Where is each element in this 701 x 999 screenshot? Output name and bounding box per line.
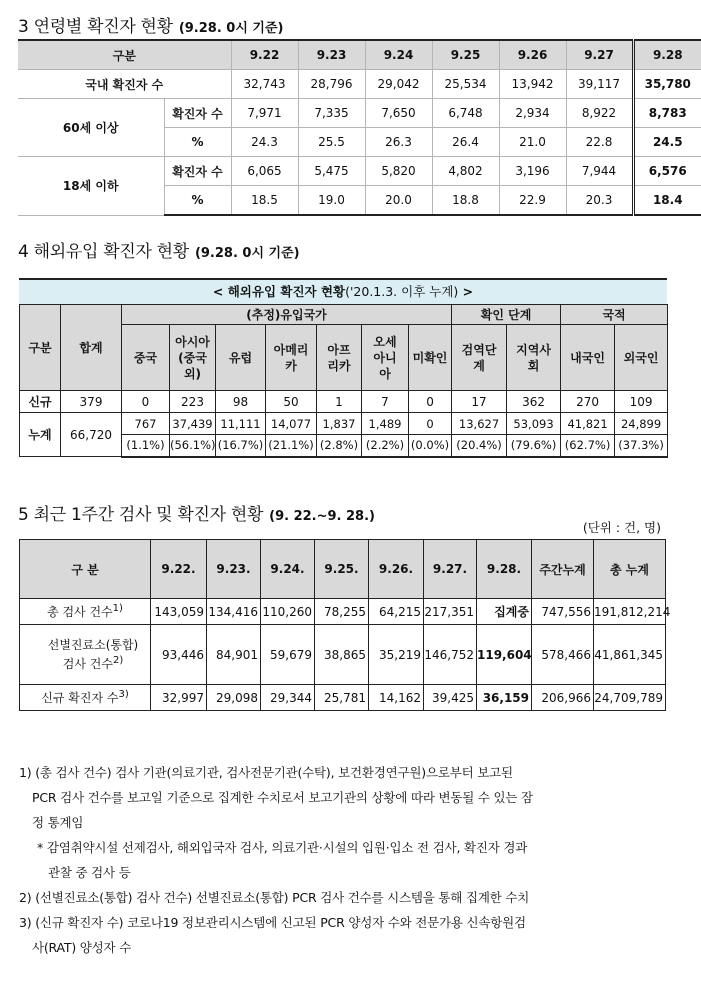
table-cell: 28,796 [298,70,365,99]
overseas-cases-table [19,304,668,458]
row-label: 확진자 수 [164,99,231,128]
row-label: % [164,186,231,216]
table-cell: 109 [615,391,668,413]
table-cell: 59,679 [261,625,315,685]
table-cell: 18.4 [633,186,701,216]
header-cell: 9.27 [566,40,633,70]
row-group-label: 18세 이하 [18,157,164,216]
table-cell: 1,489 [362,413,409,435]
header-cell: 9.23 [298,40,365,70]
weekly-tests-table [19,539,671,711]
table-row [18,70,701,99]
table-cell: 13,627 [452,413,507,435]
table-row [18,157,701,186]
table-cell: 19.0 [298,186,365,216]
row-label-text: 검사 건수 [62,657,113,671]
table-cell: 5,820 [365,157,432,186]
table-cell: 5,475 [298,157,365,186]
header-cell: 9.26 [499,40,566,70]
table-cell: 14,077 [266,413,317,435]
section-3-title [18,12,283,37]
header-cell: 오세아니아 [362,325,409,391]
table-cell: 0 [409,391,452,413]
table-cell: (2.2%) [362,435,409,457]
table-cell: 11,111 [216,413,266,435]
table-cell: 14,162 [369,685,424,711]
section-5-title [18,500,375,525]
footnote-ref: 2) [112,655,124,666]
table-cell: 110,260 [261,599,315,625]
table-cell: (0.0%) [409,435,452,457]
table-cell: 93,446 [151,625,207,685]
table-row [20,413,668,435]
row-label: % [164,128,231,157]
table-cell: 38,865 [315,625,369,685]
table-cell: 134,416 [207,599,261,625]
table-cell: 20.3 [566,186,633,216]
table-cell: 143,059 [151,599,207,625]
table-cell: 35,219 [369,625,424,685]
table-cell: 7,944 [566,157,633,186]
table-cell: 32,997 [151,685,207,711]
table-header-row [20,540,666,599]
header-cell: 9.26. [369,540,424,599]
row-label-text: 선별진료소(통합) [47,638,139,652]
table-cell: 36,159 [477,685,532,711]
table-cell: (1.1%) [122,435,170,457]
header-cell: 9.23. [207,540,261,599]
table-cell: 24,899 [615,413,668,435]
table-cell: 20.0 [365,186,432,216]
table-cell: 270 [561,391,615,413]
footnote-ref: 1) [112,603,123,614]
table-row [18,99,701,128]
table-cell: 39,117 [566,70,633,99]
header-cell: 구분 [20,305,61,391]
table-cell: 119,604 [477,625,532,685]
table-cell: 0 [122,391,170,413]
header-cell: 아프리카 [317,325,362,391]
table-cell: 29,098 [207,685,261,711]
header-cell: 구분 [18,40,231,70]
table-cell: 7,335 [298,99,365,128]
header-cell: 9.24 [365,40,432,70]
section-4-heading: 4 해외유입 확진자 현황 [18,242,189,262]
caption-bold: < 해외유입 확진자 현황 [212,284,346,299]
table-cell: 26.3 [365,128,432,157]
row-label [20,685,151,711]
table-cell: 18.5 [231,186,298,216]
footnote-ref: 3) [118,689,129,700]
table-cell: 7,650 [365,99,432,128]
header-cell: 중국 [122,325,170,391]
table-cell: 41,821 [561,413,615,435]
table-cell: 2,934 [499,99,566,128]
header-cell: (추정)유입국가 [122,305,452,325]
table-cell: 6,065 [231,157,298,186]
footnote-3-cont: 사(RAT) 양성자 수 [32,940,132,955]
row-label-text: 총 검사 건수 [47,605,113,619]
header-cell: 유럽 [216,325,266,391]
table-cell: 217,351 [424,599,477,625]
table-cell: 17 [452,391,507,413]
header-cell: 주간누계 [532,540,594,599]
table-cell: 98 [216,391,266,413]
table-cell: 22.9 [499,186,566,216]
table-cell: 24,709,789 [594,685,666,711]
table-cell: 0 [409,413,452,435]
table-cell: 206,966 [532,685,594,711]
row-label-text: 신규 확진자 수 [41,691,119,705]
footnote-1-cont: 정 통계임 [32,815,84,830]
table-cell: 84,901 [207,625,261,685]
table-cell: 7 [362,391,409,413]
header-cell: 검역단계 [452,325,507,391]
section-3-heading: 3 연령별 확진자 현황 [18,17,173,37]
row-label: 누계 [20,413,61,457]
header-cell: 9.28. [477,540,532,599]
table-cell: 7,971 [231,99,298,128]
age-cases-table [18,39,701,216]
table-header-row [20,305,668,325]
header-cell: 국적 [561,305,668,325]
footnote-2: 2) (선별진료소(통합) 검사 건수) 선별진료소(통합) PCR 검사 건수를 시스템을 통해 집계한 수치 [19,890,530,905]
table-cell: 13,942 [499,70,566,99]
header-cell: 9.27. [424,540,477,599]
overseas-table-caption [19,278,667,304]
section-4-title [18,237,300,262]
footnotes [19,760,664,960]
table-row [20,391,668,413]
table-cell: 3,196 [499,157,566,186]
table-cell: 50 [266,391,317,413]
header-cell: 아시아(중국외) [170,325,216,391]
table-cell: (79.6%) [507,435,561,457]
table-row [20,599,666,625]
caption-end: > [458,284,474,299]
table-cell: 39,425 [424,685,477,711]
table-cell: 25,781 [315,685,369,711]
table-cell: (37.3%) [615,435,668,457]
header-cell: 지역사회 [507,325,561,391]
footnote-1-cont: PCR 검사 건수를 보고일 기준으로 집계한 수치로서 보고기관의 상황에 따라 변동될 수 있는 잠 [32,790,533,805]
header-cell: 9.28 [633,40,701,70]
header-cell: 내국인 [561,325,615,391]
table-cell: 191,812,214 [594,599,666,625]
table-cell: 29,344 [261,685,315,711]
header-cell: 확인 단계 [452,305,561,325]
table-cell: 8,783 [633,99,701,128]
table-row [20,685,666,711]
header-cell: 합계 [61,305,122,391]
table-cell: 747,556 [532,599,594,625]
row-label [20,599,151,625]
section-5-subtitle: (9. 22.~9. 28.) [269,509,375,524]
table-cell: 66,720 [61,413,122,457]
header-cell: 외국인 [615,325,668,391]
table-cell: 24.3 [231,128,298,157]
table-cell: 4,802 [432,157,499,186]
table-cell: 767 [122,413,170,435]
table-cell: (62.7%) [561,435,615,457]
table-cell: (16.7%) [216,435,266,457]
table-cell: 26.4 [432,128,499,157]
table-cell: 37,439 [170,413,216,435]
table-cell: 41,861,345 [594,625,666,685]
caption-plain: ('20.1.3. 이후 누계) [345,284,459,299]
header-cell: 아메리카 [266,325,317,391]
header-cell: 총 누계 [594,540,666,599]
header-cell: 9.25 [432,40,499,70]
table-cell: 1,837 [317,413,362,435]
table-cell: 362 [507,391,561,413]
section-3-subtitle: (9.28. 0시 기준) [178,21,284,36]
header-cell: 9.22 [231,40,298,70]
table-cell: 1 [317,391,362,413]
header-cell: 미확인 [409,325,452,391]
header-cell: 9.24. [261,540,315,599]
table-cell: 29,042 [365,70,432,99]
table-cell: 53,093 [507,413,561,435]
table-cell: 18.8 [432,186,499,216]
unit-label: (단위 : 건, 명) [582,520,661,535]
header-cell: 구 분 [20,540,151,599]
section-4-subtitle: (9.28. 0시 기준) [194,246,300,261]
table-cell: 8,922 [566,99,633,128]
table-cell: 6,576 [633,157,701,186]
table-cell: (56.1%) [170,435,216,457]
table-cell: (21.1%) [266,435,317,457]
table-cell: 32,743 [231,70,298,99]
table-cell: 25,534 [432,70,499,99]
table-cell: 24.5 [633,128,701,157]
table-cell: 578,466 [532,625,594,685]
table-cell: 146,752 [424,625,477,685]
footnote-1: 1) (총 검사 건수) 검사 기관(의료기관, 검사전문기관(수탁), 보건환경연구원)으로부터 보고된 [19,765,513,780]
row-group-label: 60세 이상 [18,99,164,157]
row-label: 신규 [20,391,61,413]
table-cell: 22.8 [566,128,633,157]
row-label [20,625,151,685]
table-cell: 집계중 [477,599,532,625]
footnote-1-detail: * 감염취약시설 선제검사, 해외입국자 검사, 의료기관·시설의 입원·입소 전 검사, 확진자 경과 [37,840,528,855]
table-cell: 6,748 [432,99,499,128]
table-cell: 379 [61,391,122,413]
footnote-1-detail-cont: 관찰 중 검사 등 [48,865,131,880]
section-5-heading: 5 최근 1주간 검사 및 확진자 현황 [18,505,264,525]
table-cell: 25.5 [298,128,365,157]
row-label: 국내 확진자 수 [18,70,231,99]
header-cell: 9.25. [315,540,369,599]
table-cell: 78,255 [315,599,369,625]
table-cell: 21.0 [499,128,566,157]
table-cell: (20.4%) [452,435,507,457]
footnote-3: 3) (신규 확진자 수) 코로나19 정보관리시스템에 신고된 PCR 양성자 수와 전문가용 신속항원검 [19,915,526,930]
table-row [20,625,666,685]
header-cell: 9.22. [151,540,207,599]
table-cell: 35,780 [633,70,701,99]
table-cell: 64,215 [369,599,424,625]
row-label: 확진자 수 [164,157,231,186]
table-cell: 223 [170,391,216,413]
table-cell: (2.8%) [317,435,362,457]
table-header-row [18,40,701,70]
